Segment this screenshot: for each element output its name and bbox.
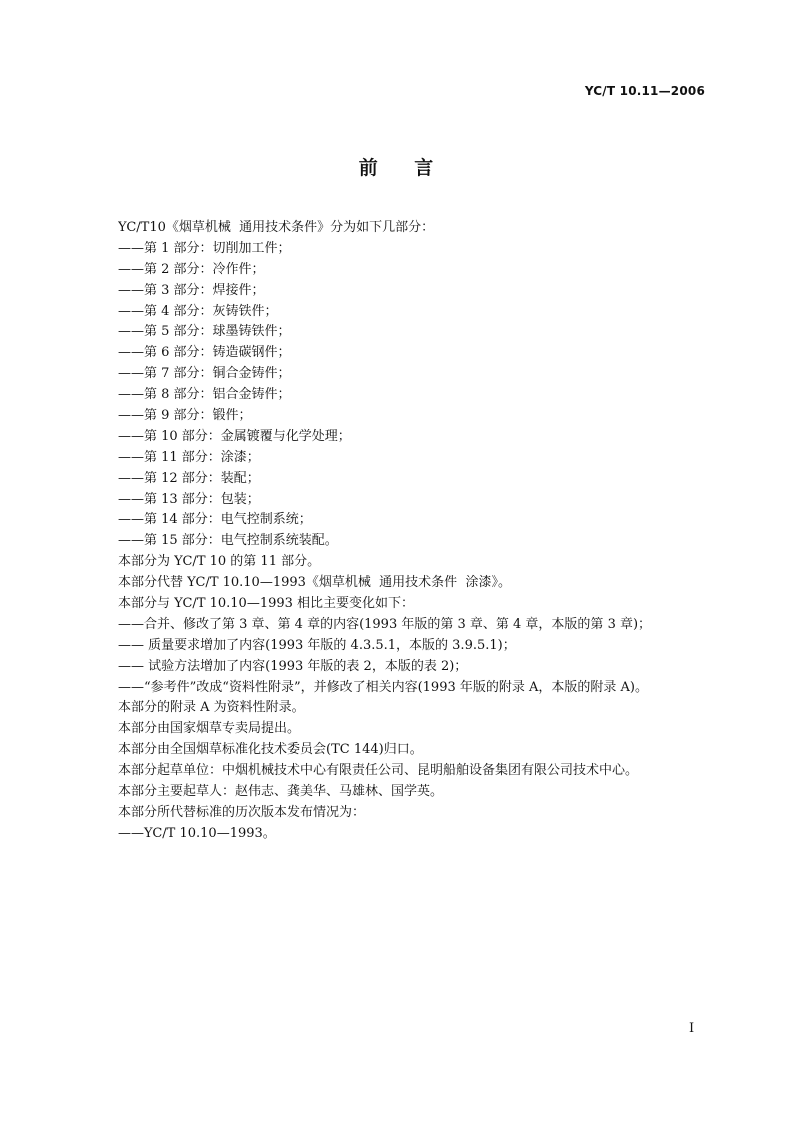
change-list-item: ——“参考件”改成“资料性附录”，并修改了相关内容(1993 年版的附录 A，本版的附录 A)。 — [118, 679, 648, 695]
paragraph: 本部分所代替标准的历次版本发布情况为： — [118, 804, 366, 820]
paragraph: 本部分与 YC/T 10.10—1993 相比主要变化如下： — [118, 596, 415, 612]
part-list-item: ——第 6 部分：铸造碳钢件； — [118, 345, 291, 361]
foreword-body — [118, 218, 718, 845]
paragraph: 本部分由全国烟草标准化技术委员会(TC 144)归口。 — [118, 742, 423, 758]
part-list-item: ——第 14 部分：电气控制系统； — [118, 512, 312, 528]
part-list-item: ——第 11 部分：涂漆； — [118, 449, 260, 465]
part-list-item: ——第 15 部分：电气控制系统装配。 — [118, 533, 338, 549]
paragraph: 本部分为 YC/T 10 的第 11 部分。 — [118, 554, 321, 570]
part-list-item: ——第 8 部分：铝合金铸件； — [118, 387, 291, 403]
change-list-item: —— 质量要求增加了内容(1993 年版的 4.3.5.1，本版的 3.9.5.1)； — [118, 637, 516, 653]
part-list-item: ——第 1 部分：切削加工件； — [118, 240, 291, 256]
part-list-item: ——第 13 部分：包装； — [118, 491, 260, 507]
foreword-intro: YC/T10《烟草机械 通用技术条件》分为如下几部分： — [118, 220, 435, 235]
paragraph: 本部分由国家烟草专卖局提出。 — [118, 721, 301, 737]
version-history-item: ——YC/T 10.10—1993。 — [118, 825, 276, 841]
part-list-item: ——第 7 部分：铜合金铸件； — [118, 366, 291, 382]
standard-code: YC/T 10.11—2006 — [584, 84, 705, 98]
part-list-item: ——第 3 部分：焊接件； — [118, 282, 265, 298]
paragraph: 本部分的附录 A 为资料性附录。 — [118, 700, 305, 716]
part-list-item: ——第 9 部分：锻件； — [118, 408, 252, 424]
paragraph: 本部分起草单位：中烟机械技术中心有限责任公司、昆明船舶设备集团有限公司技术中心。 — [118, 763, 639, 779]
paragraph: 本部分主要起草人：赵伟志、龚美华、马雄林、国学英。 — [118, 784, 444, 800]
paragraph: 本部分代替 YC/T 10.10—1993《烟草机械 通用技术条件 涂漆》。 — [118, 575, 511, 591]
part-list-item: ——第 10 部分：金属镀覆与化学处理； — [118, 428, 351, 444]
change-list-item: —— 试验方法增加了内容(1993 年版的表 2，本版的表 2)； — [118, 658, 468, 674]
page-number: I — [689, 1021, 695, 1036]
part-list-item: ——第 12 部分：装配； — [118, 470, 260, 486]
page-title: 前 言 — [358, 157, 436, 179]
part-list-item: ——第 2 部分：冷作件； — [118, 261, 265, 277]
change-list-item: ——合并、修改了第 3 章、第 4 章的内容(1993 年版的第 3 章、第 4 章，本版的第 3 章)； — [118, 616, 652, 632]
part-list-item: ——第 5 部分：球墨铸铁件； — [118, 324, 291, 340]
part-list-item: ——第 4 部分：灰铸铁件； — [118, 303, 278, 319]
